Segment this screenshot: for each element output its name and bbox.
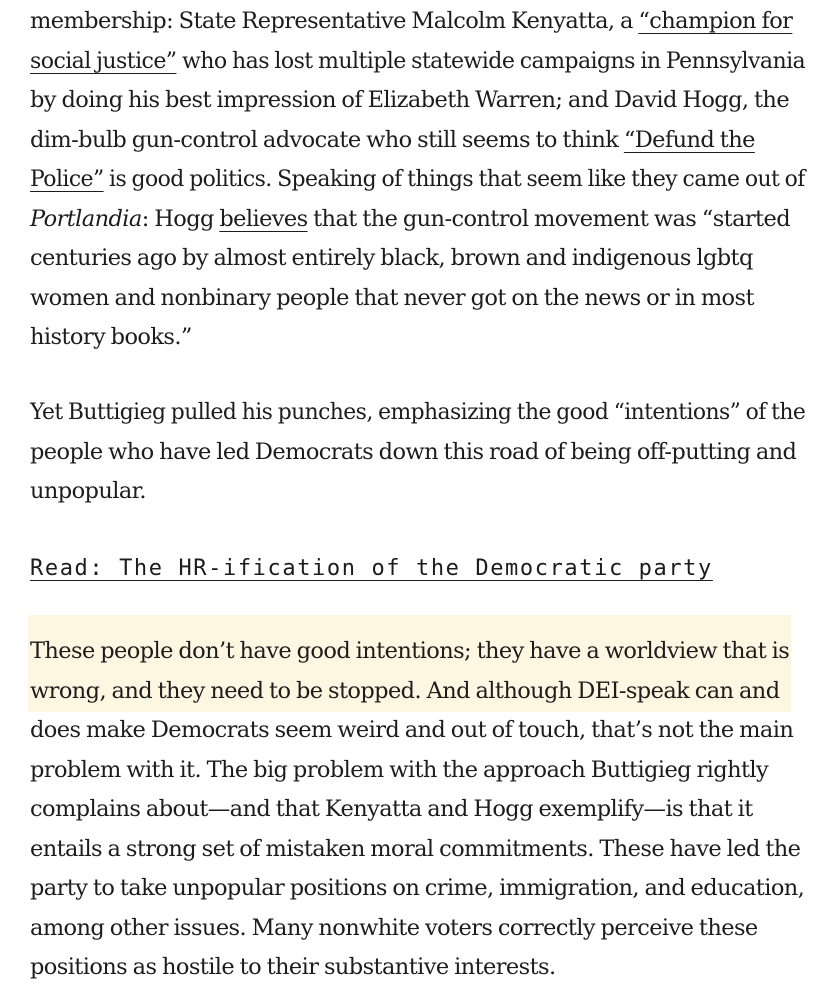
paragraph-1 [30,2,819,358]
line [30,632,804,672]
text: that the gun-control movement was “started [307,205,791,232]
line [30,790,804,830]
text: among other issues. Many nonwhite voters correctly perceive these [30,914,758,941]
text: unpopular. [30,478,146,504]
read-more-link[interactable]: Read: The HR-ification of the Democratic party [30,556,713,581]
portlandia-title: Portlandia [30,205,142,232]
text: people who have led Democrats down this road of being off-putting and [30,438,797,465]
line [30,393,805,433]
believes-link[interactable]: believes [219,205,308,232]
line [30,279,819,319]
text: : Hogg [141,205,220,232]
line [30,2,819,42]
paragraph-3 [30,632,804,988]
text: does make Democrats seem weird and out of touch, that’s not the main [30,717,794,743]
text: centuries ago by almost entirely black, brown and indigenous lgbtq [30,245,753,271]
line [30,160,805,200]
line [30,672,804,712]
line [30,200,819,240]
champion-for-social-justice-link[interactable]: “champion for [638,8,793,34]
line [30,81,819,121]
text: party to take unpopular positions on crime, immigration, and education, [30,875,805,901]
text: by doing his best impression of Elizabeth Warren; and David Hogg, the [30,87,790,113]
text: complains about—and that Kenyatta and Hogg exemplify—is that it [30,796,753,822]
line [30,42,809,82]
text: who has lost multiple statewide campaigns in Pennsylvania [176,47,806,74]
line [30,948,804,988]
text: Yet Buttigieg pulled his punches, emphasizing the good “intentions” of the [30,399,806,425]
line [30,711,804,751]
line [30,909,804,949]
text: membership: State Representative Malcolm Kenyatta, a [30,8,639,34]
line [30,239,819,279]
text: These people don’t have good intentions; they have a worldview that is [30,638,790,664]
defund-the-police-link-cont[interactable]: Police” [30,166,104,192]
defund-the-police-link[interactable]: “Defund the [623,126,755,153]
text: dim-bulb gun-control advocate who still seems to think [30,126,624,153]
line [30,433,819,473]
text: entails a strong set of mistaken moral commitments. These have led the [30,835,801,862]
paragraph-2 [30,393,819,512]
line [30,869,804,909]
line [30,121,819,161]
line [30,751,804,791]
text: positions as hostile to their substantive interests. [30,954,556,980]
text: is good politics. Speaking of things that seem like they came out of [103,166,805,192]
text: history books.” [30,324,192,350]
line [30,830,804,870]
text: problem with it. The big problem with the approach Buttigieg rightly [30,756,769,783]
text: wrong, and they need to be stopped. And although DEI-speak can and [30,677,780,704]
champion-for-social-justice-link-cont[interactable]: social justice” [30,47,177,74]
text: women and nonbinary people that never got on the news or in most [30,284,754,311]
line [30,318,819,358]
line [30,472,819,512]
